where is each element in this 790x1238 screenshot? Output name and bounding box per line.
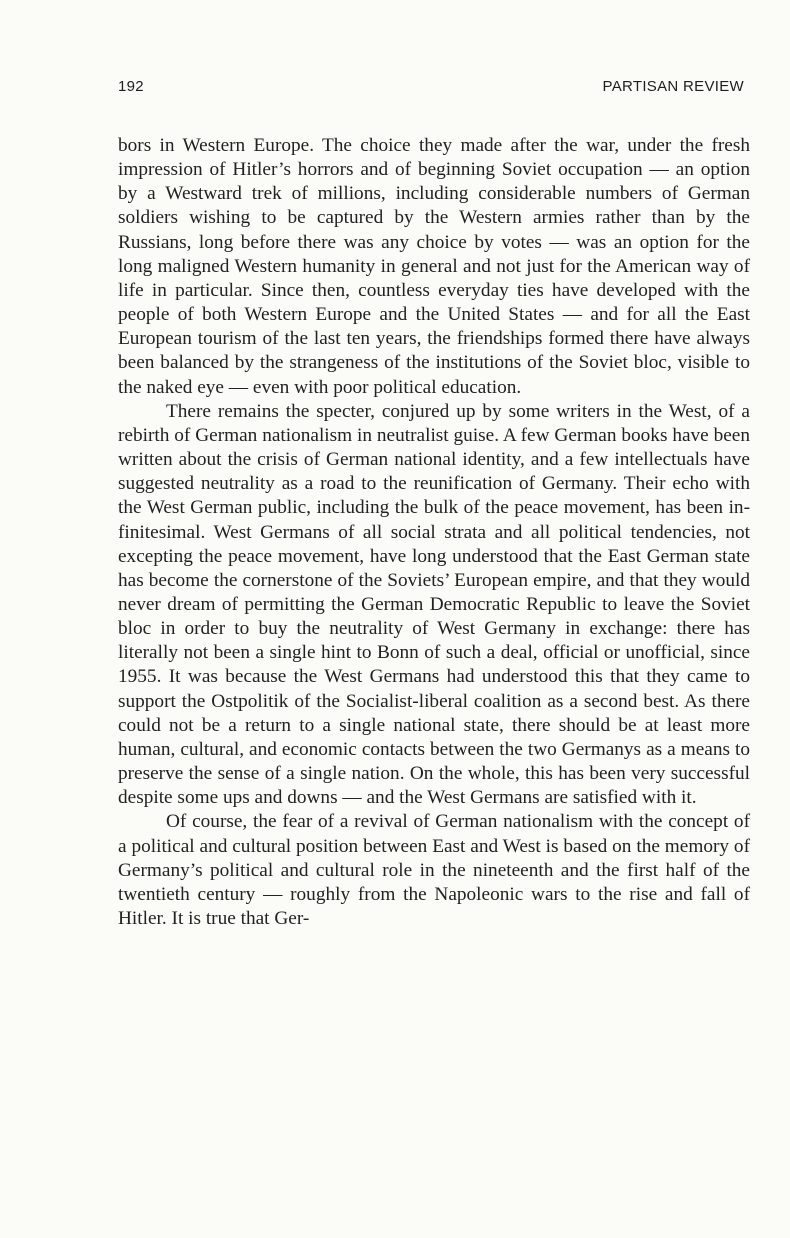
running-head bbox=[118, 78, 744, 100]
paragraph: There remains the specter, conjured up by some writers in the West, of a rebirth of German nationalism in neutralist guise. A few German books have been written about the crisis of German national identity, and a few intellectuals have suggested neutrality as a road to the reunification of Germany. Their echo with the West German public, including the bulk of the peace movement, has been infinitesimal. West Germans of all social strata and all political tendencies, not excepting the peace movement, have long understood that the East German state has become the cornerstone of the Soviets’ European empire, and that they would never dream of permitting the German Democratic Republic to leave the Soviet bloc in order to buy the neutrality of West Germany in exchange: there has literally not been a single hint to Bonn of such a deal, official or unofficial, since 1955. It was because the West Germans had understood this that they came to support the Ostpolitik of the Socialist-liberal coalition as a second best. As there could not be a return to a single national state, there should be at least more human, cultural, and economic contacts between the two Germanys as a means to preserve the sense of a single nation. On the whole, this has been very successful despite some ups and downs — and the West Germans are satisfied with it. bbox=[118, 400, 750, 809]
body-text bbox=[118, 134, 750, 931]
paragraph: Of course, the fear of a revival of German nationalism with the concept of a political and cultural position between East and West is based on the memory of Germany’s political and cultural role in the nineteenth and the first half of the twentieth century — roughly from the Napoleonic wars to the rise and fall of Hitler. It is true that Ger- bbox=[118, 811, 750, 929]
page-number: 192 bbox=[118, 78, 144, 95]
paragraph-continued: bors in Western Europe. The choice they made after the war, under the fresh impression of Hitler’s horrors and of beginning Soviet occupation — an option by a Westward trek of millions, including considerable numbers of German soldiers wishing to be captured by the Western armies rather than by the Russians, long before there was any choice by votes — was an option for the long maligned Western humanity in general and not just for the American way of life in particular. Since then, countless everyday ties have developed with the people of both Western Europe and the United States — and for all the East European tourism of the last ten years, the friendships formed there have always been balanced by the strangeness of the institutions of the Soviet bloc, visible to the naked eye — even with poor political education. bbox=[118, 135, 750, 398]
journal-title: PARTISAN REVIEW bbox=[602, 78, 744, 95]
